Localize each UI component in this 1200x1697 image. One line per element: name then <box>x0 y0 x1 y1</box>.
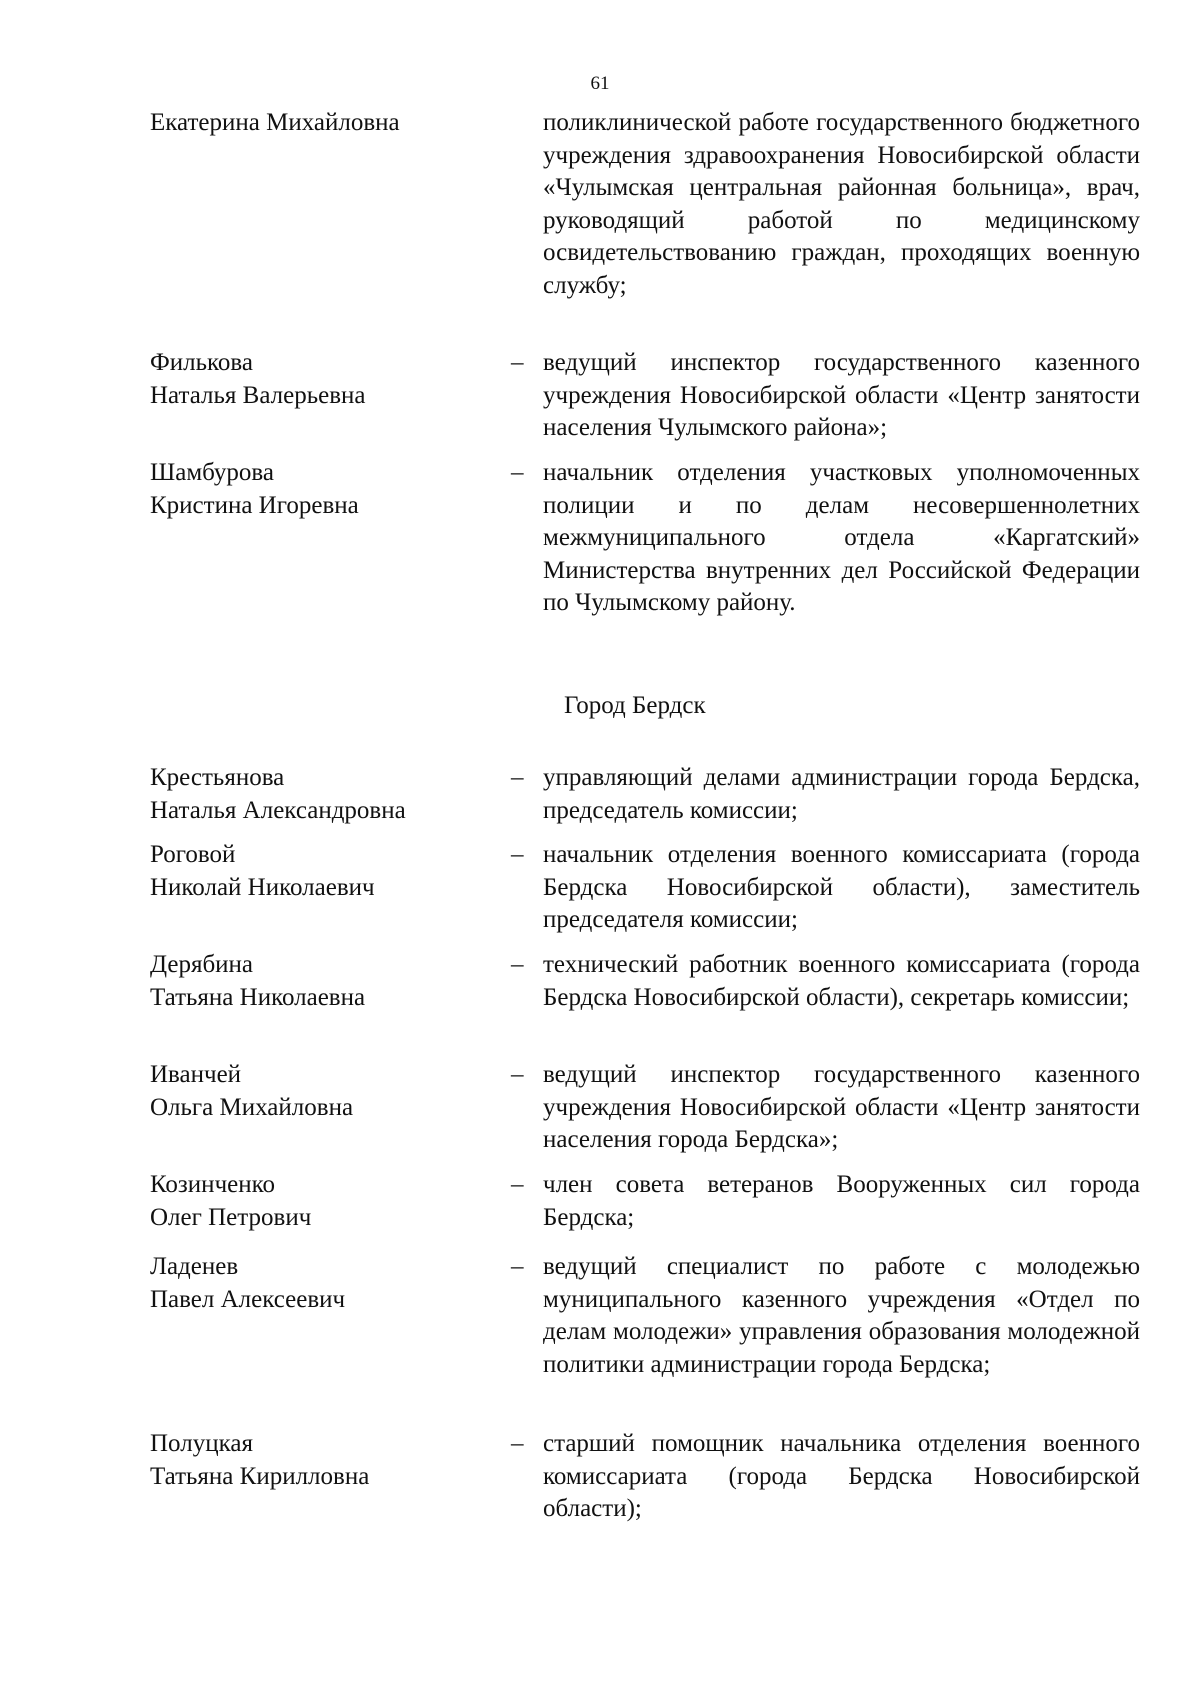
dash-separator: – <box>511 1430 524 1457</box>
section-heading: Город Бердск <box>564 692 706 719</box>
position-description: управляющий делами администрации города Бердска, председатель комиссии; <box>543 764 1140 824</box>
dash-separator: – <box>511 1171 524 1198</box>
position-description: ведущий специалист по работе с молодежью муниципального казенного учреждения «Отдел по делам молодежи» управления образования молодежной политики администрации города Бердска; <box>543 1253 1140 1378</box>
person-name <box>150 949 480 1014</box>
person-given-names: Татьяна Кирилловна <box>150 1462 370 1490</box>
person-name <box>150 107 480 140</box>
position-description: поликлинической работе государственного бюджетного учреждения здравоохранения Новосибирской области «Чулымская центральная районная больница», врач, руководящий работой по медицинскому освидетельствованию граждан, проходящих военную службу; <box>543 109 1140 299</box>
person-given-names: Наталья Валерьевна <box>150 381 366 409</box>
person-given-names: Кристина Игоревна <box>150 491 359 519</box>
position-description: начальник отделения военного комиссариата (города Бердска Новосибирской области), заместитель председателя комиссии; <box>543 841 1140 933</box>
dash-separator: – <box>511 951 524 978</box>
person-name <box>150 457 480 522</box>
person-name <box>150 1251 480 1316</box>
position-description: начальник отделения участковых уполномоченных полиции и по делам несовершеннолетних межмуниципального отдела «Каргатский» Министерства внутренних дел Российской Федерации по Чулымскому району. <box>543 459 1140 616</box>
person-given-names: Наталья Александровна <box>150 796 406 824</box>
person-given-names: Татьяна Николаевна <box>150 983 366 1011</box>
dash-separator: – <box>511 459 524 486</box>
position-description: технический работник военного комиссариата (города Бердска Новосибирской области), секретарь комиссии; <box>543 951 1140 1011</box>
person-given-names: Олег Петрович <box>150 1203 312 1231</box>
person-name <box>150 1169 480 1234</box>
dash-separator: – <box>511 1253 524 1280</box>
person-name <box>150 1059 480 1124</box>
person-surname: Крестьянова <box>150 764 285 791</box>
person-name <box>150 839 480 904</box>
person-surname: Роговой <box>150 841 236 868</box>
person-name <box>150 347 480 412</box>
person-surname: Ладенев <box>150 1253 239 1280</box>
person-given-names: Павел Алексеевич <box>150 1285 346 1313</box>
person-given-names: Ольга Михайловна <box>150 1093 354 1121</box>
person-surname: Полуцкая <box>150 1430 253 1457</box>
person-surname: Дерябина <box>150 951 254 978</box>
position-description: старший помощник начальника отделения военного комиссариата (города Бердска Новосибирской области); <box>543 1430 1140 1522</box>
position-description: ведущий инспектор государственного казенного учреждения Новосибирской области «Центр занятости населения Чулымского района»; <box>543 349 1140 441</box>
dash-separator: – <box>511 764 524 791</box>
person-name <box>150 762 480 827</box>
dash-separator: – <box>511 1061 524 1088</box>
position-description: член совета ветеранов Вооруженных сил города Бердска; <box>543 1171 1140 1231</box>
person-given-names: Николай Николаевич <box>150 873 375 901</box>
person-surname: Иванчей <box>150 1061 242 1088</box>
dash-separator: – <box>511 841 524 868</box>
person-surname: Филькова <box>150 349 253 376</box>
person-name <box>150 1428 480 1493</box>
person-surname: Шамбурова <box>150 459 274 486</box>
page-number: 61 <box>590 73 610 94</box>
person-surname: Козинченко <box>150 1171 275 1198</box>
position-description: ведущий инспектор государственного казенного учреждения Новосибирской области «Центр занятости населения города Бердска»; <box>543 1061 1140 1153</box>
dash-separator: – <box>511 349 524 376</box>
person-name-line1: Екатерина Михайловна <box>150 109 400 136</box>
